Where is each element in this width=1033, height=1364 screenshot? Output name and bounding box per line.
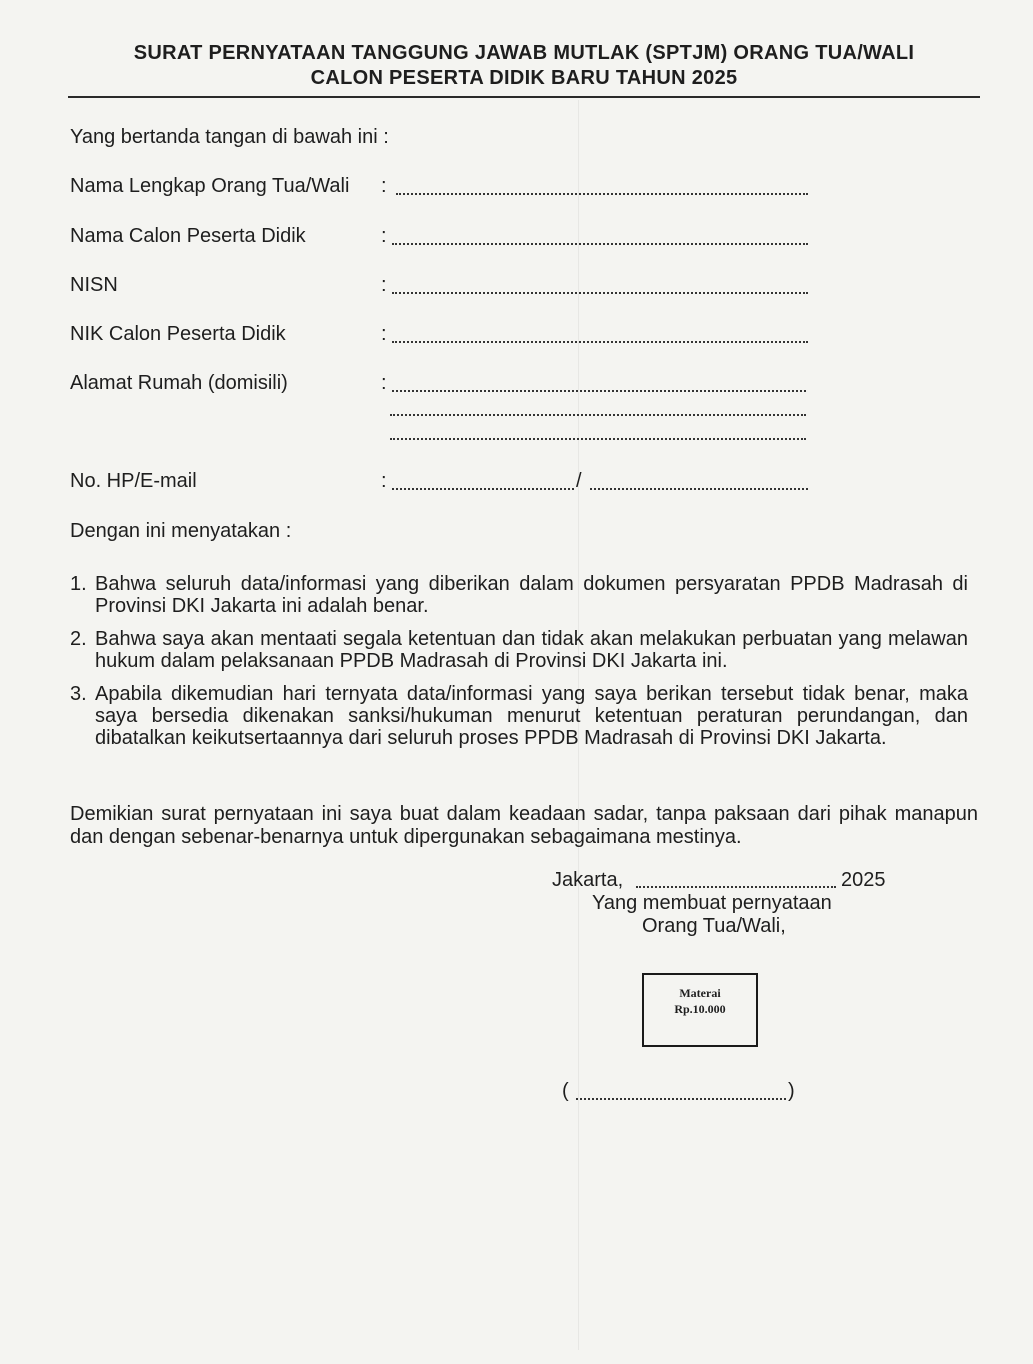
list-item-number: 3. [70,683,87,705]
field-colon: : [381,372,387,394]
field-blank-phone [392,488,574,490]
list-item-number: 2. [70,628,87,650]
field-blank-address-line2 [390,414,806,416]
list-item-text: Apabila dikemudian hari ternyata data/informasi yang saya berikan tersebut tidak benar, maka saya bersedia dikenakan sanksi/hukuman menurut ketentuan peraturan perundangan, dan dibatalkan keikutsertaannya dari seluruh proses PPDB Madrasah di Provinsi DKI Jakarta. [95,683,968,749]
field-colon: : [381,175,387,197]
declaration-intro: Dengan ini menyatakan : [70,520,292,542]
field-blank-student-name [392,243,808,245]
field-blank-address-line3 [390,438,806,440]
signature-date-blank [636,886,836,888]
stamp-duty-amount: Rp.10.000 [674,1002,726,1016]
title-underline [68,96,980,98]
field-colon: : [381,470,387,492]
list-item [70,573,968,617]
field-label-student-name: Nama Calon Peserta Didik [70,225,306,247]
list-item-number: 1. [70,573,87,595]
signature-place: Jakarta, [552,869,624,891]
field-label-parent-name: Nama Lengkap Orang Tua/Wali [70,175,350,197]
field-colon: : [381,323,387,345]
signature-close-paren: ) [788,1080,795,1102]
field-blank-nik [392,341,808,343]
closing-paragraph: Demikian surat pernyataan ini saya buat dalam keadaan sadar, tanpa paksaan dari pihak manapun dan dengan sebenar-benarnya untuk dipergunakan sebagaimana mestinya. [70,803,978,848]
signature-maker-label: Yang membuat pernyataan [592,892,832,914]
document-title-line1: SURAT PERNYATAAN TANGGUNG JAWAB MUTLAK (SPTJM) ORANG TUA/WALI [133,42,915,64]
field-blank-email [590,488,808,490]
stamp-duty-label: Materai [679,986,721,1000]
field-blank-parent-name [396,193,808,195]
list-item-text: Bahwa seluruh data/informasi yang diberikan dalam dokumen persyaratan PPDB Madrasah di Provinsi DKI Jakarta ini adalah benar. [95,573,968,617]
signature-open-paren: ( [562,1080,569,1102]
list-item [70,628,968,672]
field-colon: : [381,225,387,247]
list-item [70,683,968,749]
field-colon: : [381,274,387,296]
signature-name-blank [576,1098,786,1100]
document-title-line2: CALON PESERTA DIDIK BARU TAHUN 2025 [310,67,738,89]
stamp-duty-box [642,973,758,1047]
field-label-nisn: NISN [70,274,118,296]
list-item-text: Bahwa saya akan mentaati segala ketentuan dan tidak akan melakukan perbuatan yang melawan hukum dalam pelaksanaan PPDB Madrasah di Provinsi DKI Jakarta ini. [95,628,968,672]
signature-year: 2025 [841,869,886,891]
field-separator-slash: / [576,470,582,492]
intro-text: Yang bertanda tangan di bawah ini : [70,126,389,148]
field-blank-address-line1 [392,390,806,392]
field-label-nik: NIK Calon Peserta Didik [70,323,286,345]
field-label-contact: No. HP/E-mail [70,470,197,492]
signature-role-label: Orang Tua/Wali, [642,915,786,937]
declaration-list [70,573,968,760]
field-blank-nisn [392,292,808,294]
field-label-address: Alamat Rumah (domisili) [70,372,288,394]
